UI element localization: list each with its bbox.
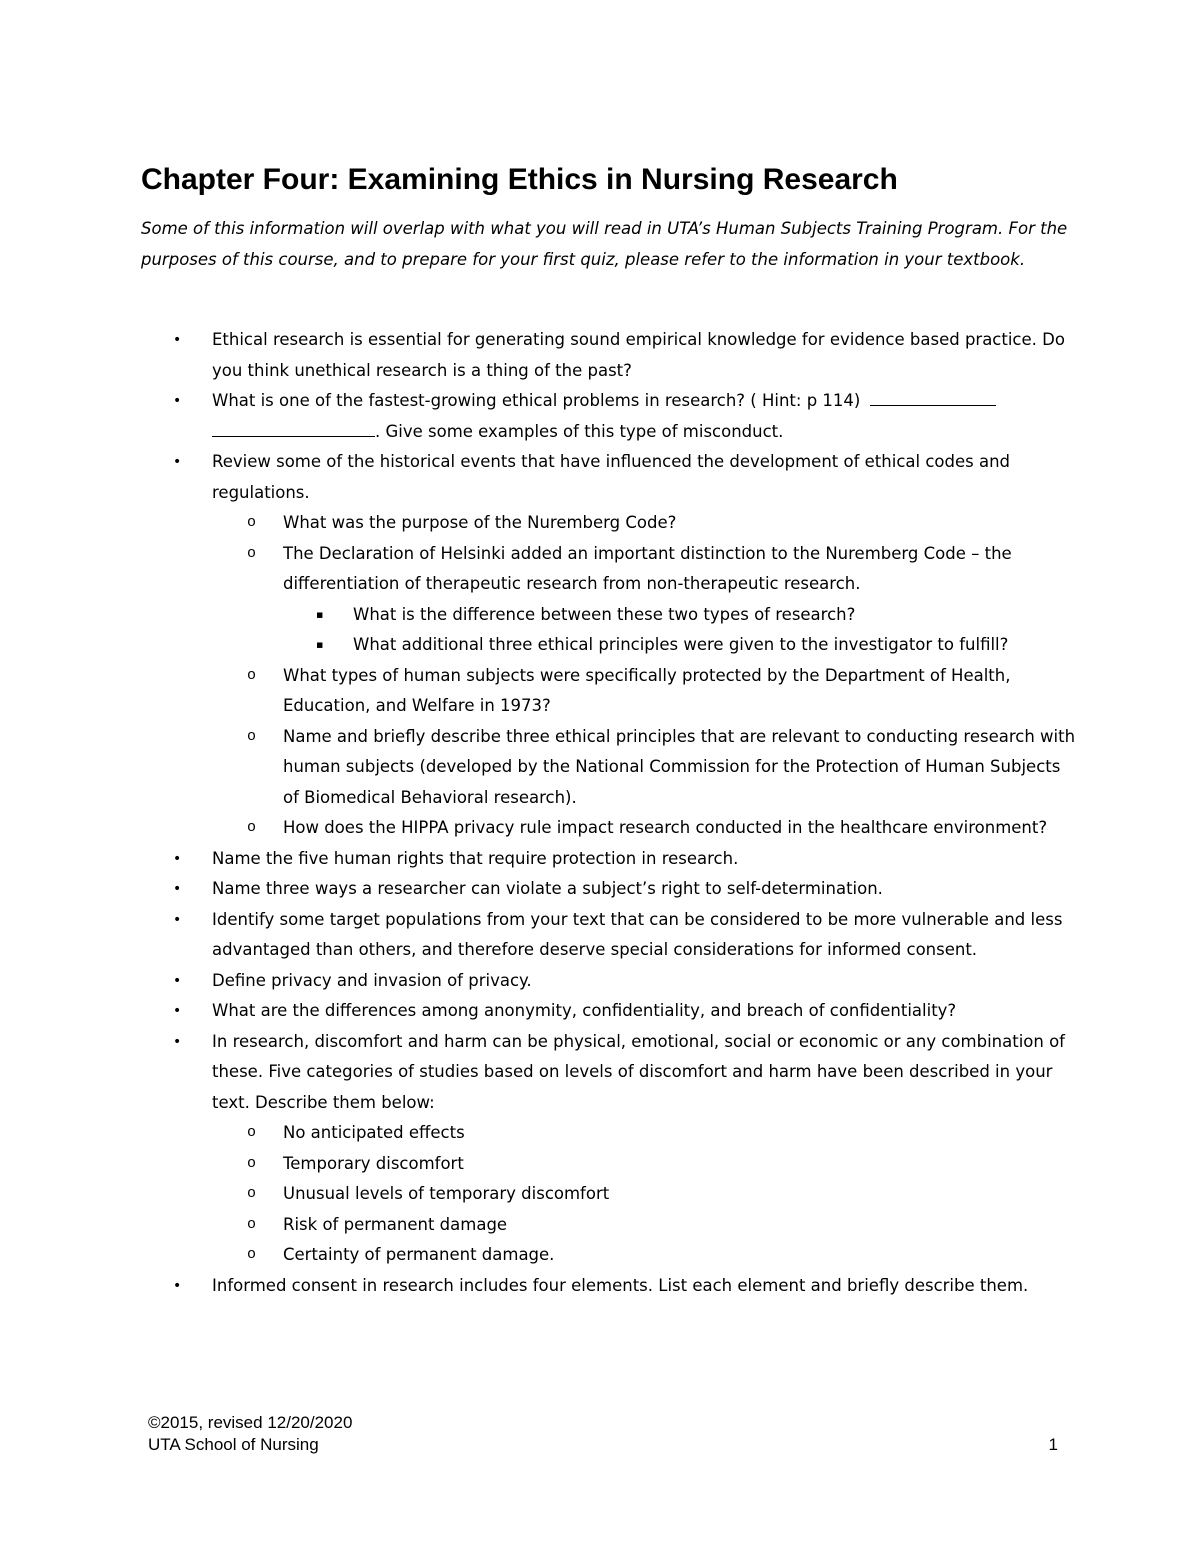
list-item-text: Identify some target populations from your text that can be considered to be more vulnerable and less advantaged than others, and therefore deserve special considerations for informed consent. [212, 909, 1063, 959]
footer-copyright: ©2015, revised 12/20/2020 [148, 1413, 353, 1432]
bullet-marker: • [173, 850, 182, 867]
sub-list-item [141, 539, 1076, 600]
bullet-marker: • [173, 1277, 182, 1294]
list-item-text: What is one of the fastest-growing ethical problems in research? ( Hint: p 114) [212, 391, 861, 410]
circle-marker: o [247, 1124, 257, 1141]
list-item-text: Name the five human rights that require protection in research. [212, 848, 739, 868]
sub-list-item-text: Name and briefly describe three ethical principles that are relevant to conducting research with human subjects (developed by the National Commission for the Protection of Human Subjects of Biomedical Behavioral research). [283, 726, 1076, 807]
sub-list-item-text: Risk of permanent damage [283, 1214, 508, 1234]
sub-list-item-text: Unusual levels of temporary discomfort [283, 1184, 610, 1203]
sub-list-item [141, 1118, 1076, 1149]
circle-marker: o [247, 1246, 257, 1263]
list-item-text: Ethical research is essential for generating sound empirical knowledge for evidence based practice. Do you think unethical research is a thing of the past? [212, 330, 1065, 380]
list-item [141, 1271, 1076, 1302]
list-item [141, 325, 1076, 386]
bullet-marker: • [173, 454, 182, 470]
circle-marker: o [247, 819, 257, 836]
list-item [141, 447, 1076, 508]
sub-list-item [141, 1179, 1076, 1210]
sub-list-item [141, 508, 1076, 539]
sub-list-item-text: How does the HIPPA privacy rule impact research conducted in the healthcare environment? [283, 818, 1048, 837]
sub-list-item-text: What types of human subjects were specifically protected by the Department of Health, Education, and Welfare in 1973? [283, 665, 1011, 715]
list-item [141, 844, 1076, 875]
bullet-marker: • [173, 972, 182, 989]
list-item [141, 966, 1076, 997]
list-item-text: In research, discomfort and harm can be physical, emotional, social or economic or any combination of these. Five categories of studies based on levels of discomfort and harm have been described in your text. Describe them below: [212, 1031, 1065, 1112]
circle-marker: o [247, 1154, 257, 1172]
bullet-marker: • [173, 393, 182, 409]
answer-blank [870, 383, 996, 406]
sub-list-item [141, 813, 1076, 844]
list-item [141, 905, 1076, 966]
sub-list-item [141, 1240, 1076, 1271]
list-item-text: Review some of the historical events that have influenced the development of ethical codes and regulations. [212, 452, 1011, 502]
footer [148, 1412, 352, 1456]
list-item [141, 386, 1076, 447]
square-marker: ▪ [316, 607, 324, 621]
list-item-text: What are the differences among anonymity, confidentiality, and breach of confidentiality? [212, 1001, 957, 1020]
circle-marker: o [247, 1215, 257, 1233]
circle-marker: o [247, 544, 257, 562]
bullet-marker: • [173, 1033, 182, 1050]
intro-paragraph: Some of this information will overlap with what you will read in UTA’s Human Subjects Training Program. For the purposes of this course, and to prepare for your first quiz, please refer to the information in your textbook. [141, 219, 1068, 269]
sub-list-item [141, 722, 1076, 814]
list-item-text: Define privacy and invasion of privacy. [212, 970, 532, 990]
bullet-marker: • [173, 881, 182, 897]
sub-list-item-text: Certainty of permanent damage. [283, 1245, 555, 1264]
list-item-text: Informed consent in research includes four elements. List each element and briefly describe them. [212, 1275, 1029, 1295]
answer-blank [212, 414, 375, 437]
list-item [141, 874, 1076, 905]
circle-marker: o [247, 666, 257, 684]
list-item [141, 1027, 1076, 1119]
sub-sub-list-item-text: What is the difference between these two types of research? [353, 604, 856, 624]
square-marker: ▪ [316, 638, 324, 651]
list-item-text: . Give some examples of this type of misconduct. [375, 421, 784, 441]
footer-school: UTA School of Nursing [148, 1435, 319, 1454]
bullet-marker: • [173, 911, 182, 928]
page-number: 1 [1048, 1435, 1058, 1454]
sub-list-item-text: No anticipated effects [283, 1123, 465, 1142]
list-item [141, 996, 1076, 1027]
sub-sub-list-item [141, 600, 1076, 631]
list-item-text: Name three ways a researcher can violate a subject’s right to self-determination. [212, 879, 883, 898]
question-list [141, 325, 1076, 1301]
bullet-marker: • [173, 332, 182, 348]
sub-list-item [141, 661, 1076, 722]
sub-sub-list-item-text: What additional three ethical principles were given to the investigator to fulfill? [353, 635, 1009, 654]
sub-list-item-text: What was the purpose of the Nuremberg Code? [283, 513, 677, 532]
sub-list-item-text: Temporary discomfort [283, 1153, 464, 1173]
circle-marker: o [247, 1185, 257, 1202]
sub-sub-list-item [141, 630, 1076, 661]
bullet-marker: • [173, 1003, 182, 1019]
sub-list-item-text: The Declaration of Helsinki added an important distinction to the Nuremberg Code – the differentiation of therapeutic research from non-therapeutic research. [283, 543, 1012, 593]
sub-list-item [141, 1149, 1076, 1180]
circle-marker: o [247, 514, 257, 531]
document-title: Chapter Four: Examining Ethics in Nursing Research [141, 163, 898, 196]
sub-list-item [141, 1210, 1076, 1241]
circle-marker: o [247, 727, 257, 745]
